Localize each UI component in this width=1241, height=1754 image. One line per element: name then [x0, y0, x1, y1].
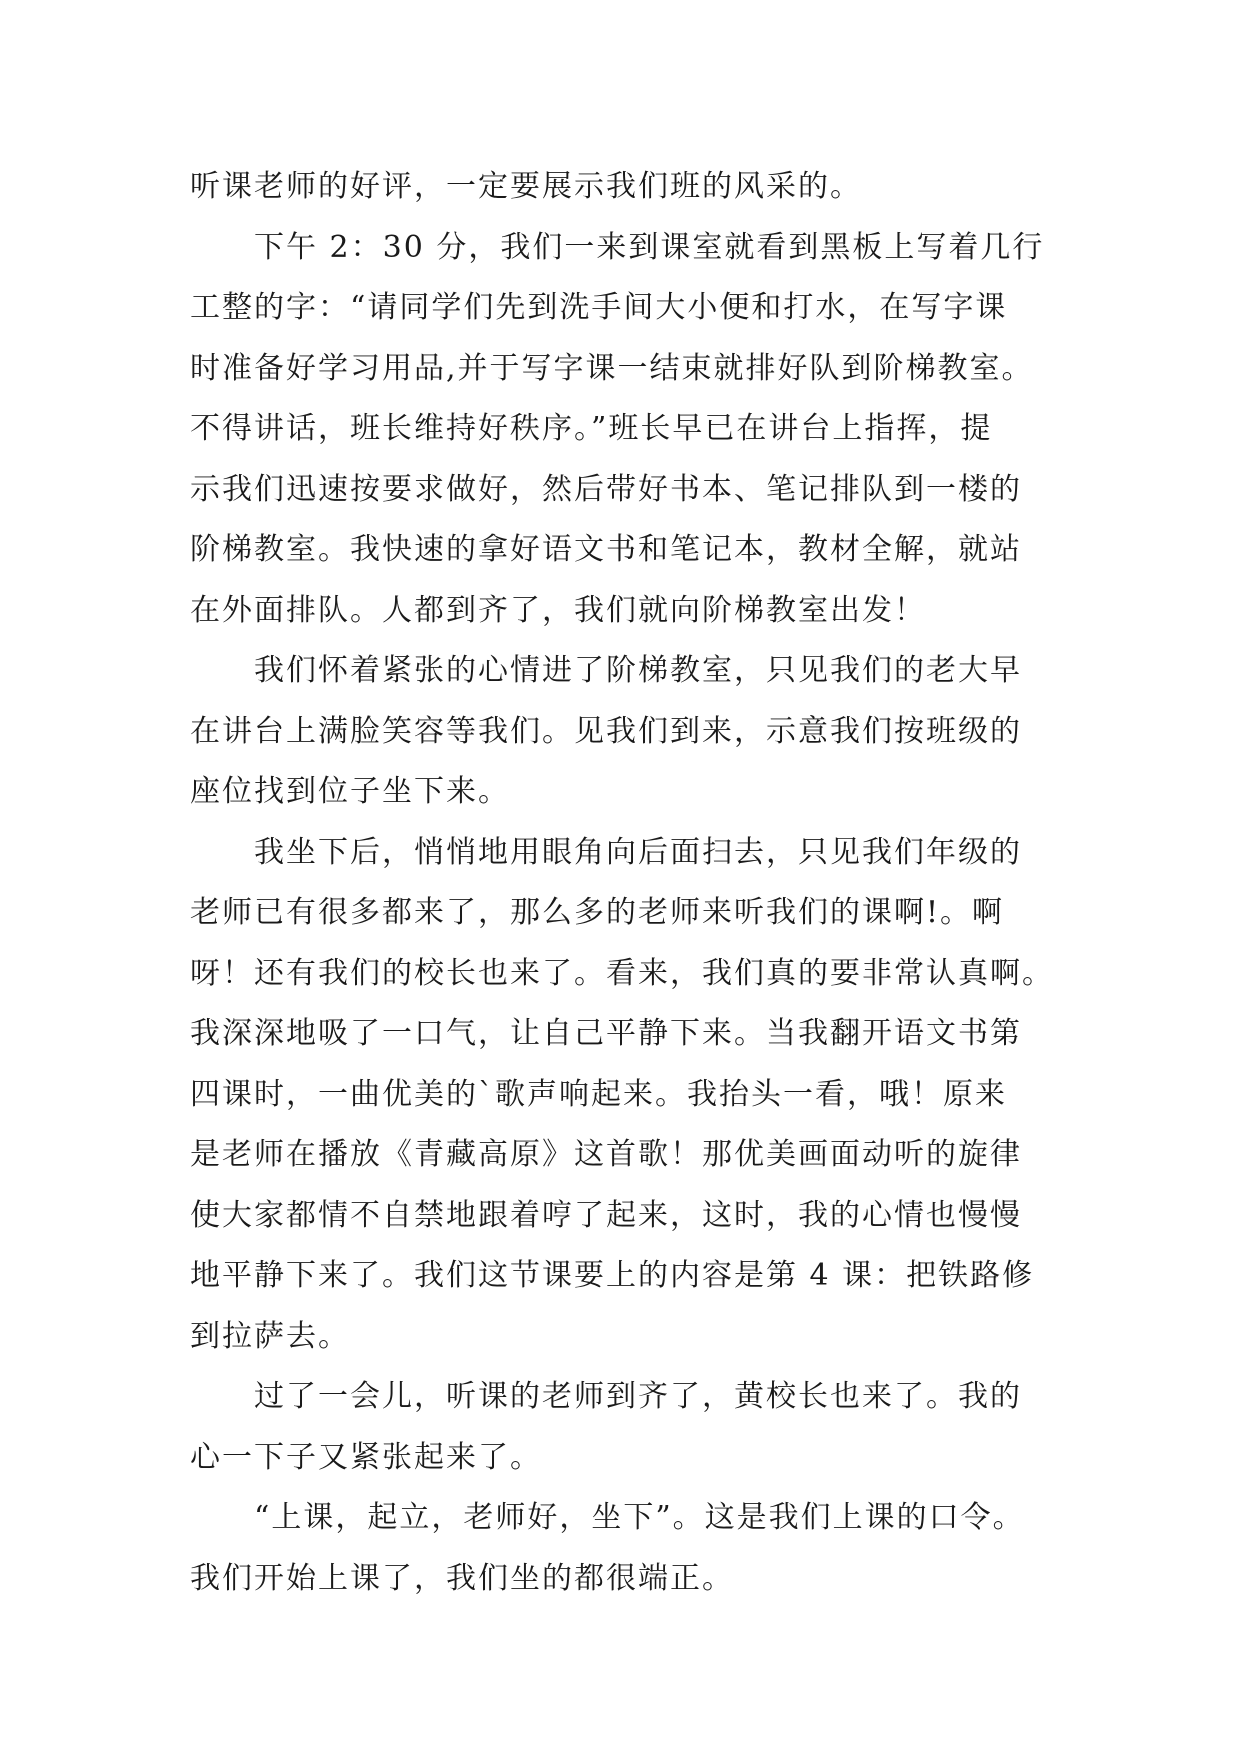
- text-line: 下午 2：30 分，我们一来到课室就看到黑板上写着几行: [254, 229, 1045, 265]
- text-line: 心一下子又紧张起来了。: [190, 1439, 542, 1475]
- text-line: 使大家都情不自禁地跟着哼了起来，这时，我的心情也慢慢: [190, 1197, 1022, 1233]
- text-line: 地平静下来了。我们这节课要上的内容是第 4 课：把铁路修: [190, 1258, 1035, 1293]
- text-line: 到拉萨去。: [190, 1318, 350, 1354]
- text-line: 听课老师的好评，一定要展示我们班的风采的。: [190, 169, 862, 204]
- text-line: 四课时，一曲优美的`歌声响起来。我抬头一看，哦！原来: [190, 1076, 1007, 1112]
- text-line: 座位找到位子坐下来。: [190, 774, 510, 809]
- text-line: 在外面排队。人都到齐了，我们就向阶梯教室出发！: [190, 592, 926, 628]
- text-line: 不得讲话，班长维持好秩序。”班长早已在讲台上指挥，提: [190, 411, 993, 446]
- text-line: 我们怀着紧张的心情进了阶梯教室，只见我们的老大早: [254, 653, 1022, 688]
- text-line: 是老师在播放《青藏高原》这首歌！那优美画面动听的旋律: [190, 1137, 1022, 1172]
- text-line: 时准备好学习用品,并于写字课一结束就排好队到阶梯教室。: [190, 350, 1034, 386]
- text-line: 呀！还有我们的校长也来了。看来，我们真的要非常认真啊。: [190, 955, 1054, 991]
- text-line: 我坐下后，悄悄地用眼角向后面扫去，只见我们年级的: [254, 834, 1022, 870]
- text-line: 我深深地吸了一口气，让自己平静下来。当我翻开语文书第: [190, 1016, 1022, 1051]
- text-line: 老师已有很多都来了，那么多的老师来听我们的课啊!。啊: [190, 895, 1005, 930]
- text-line: 过了一会儿，听课的老师到齐了，黄校长也来了。我的: [254, 1379, 1022, 1414]
- text-line: 工整的字：“请同学们先到洗手间大小便和打水，在写字课: [190, 290, 1008, 325]
- document-body: [190, 157, 1060, 1609]
- text-line: 阶梯教室。我快速的拿好语文书和笔记本，教材全解，就站: [190, 532, 1022, 567]
- text-line: 我们开始上课了，我们坐的都很端正。: [190, 1560, 734, 1596]
- text-line: 在讲台上满脸笑容等我们。见我们到来，示意我们按班级的: [190, 713, 1022, 749]
- text-line: 示我们迅速按要求做好，然后带好书本、笔记排队到一楼的: [190, 471, 1022, 507]
- text-line: “上课，起立，老师好，坐下”。这是我们上课的口令。: [254, 1500, 1025, 1535]
